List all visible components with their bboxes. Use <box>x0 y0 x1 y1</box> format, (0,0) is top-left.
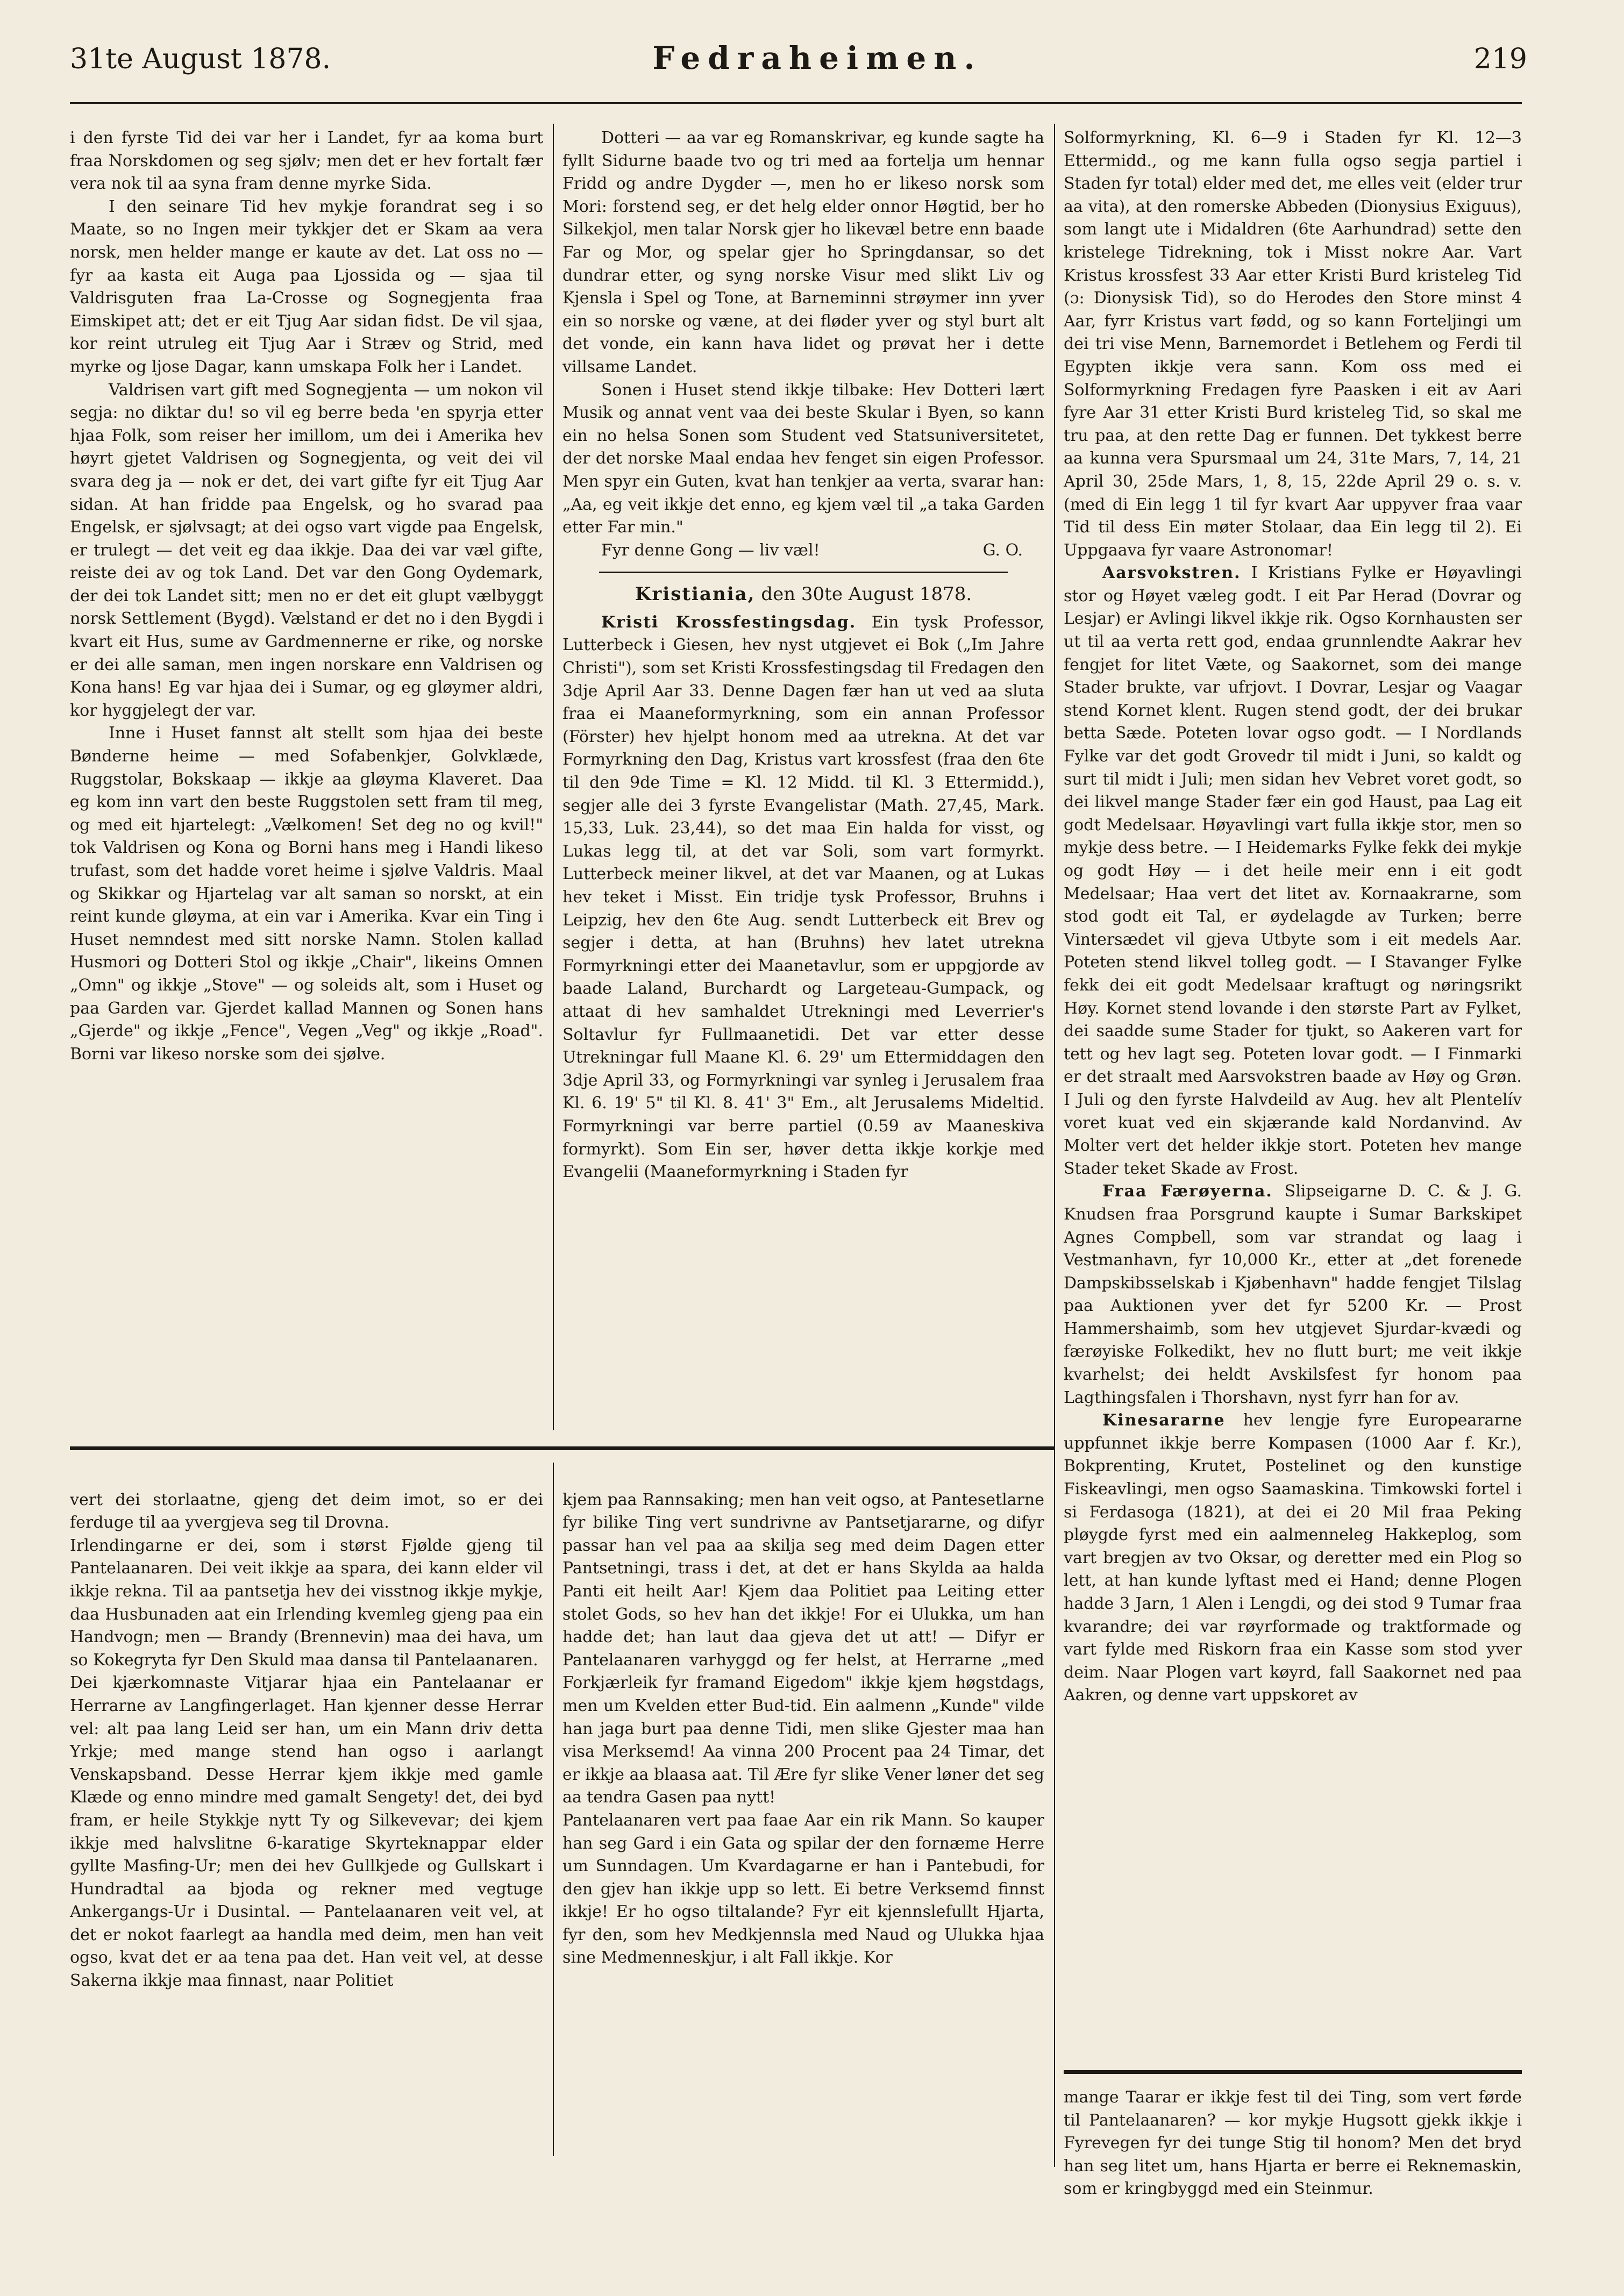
page-number: 219 <box>1473 43 1527 75</box>
header-date: 31te August 1878. <box>70 43 331 75</box>
lower-column-2 <box>562 1466 1044 2159</box>
paragraph: Sonen i Huset stend ikkje tilbake: Hev Dotteri lært Musik og annat vent vaa dei beste Skular i Byen, so kann ein no helsa Sonen som Student ved Statsuniversitetet, der det norske Maal endaa hev fenget sin eigen Professor. Men spyr ein Guten, kvat han tenkjer aa verta, svarar han: „Aa, eg veit ikkje det enno, eg kjem væl til „a taka Garden etter Far min." <box>562 380 1044 537</box>
lower-column-3 <box>1064 2086 1522 2199</box>
masthead-title: Fedraheimen. <box>652 40 982 76</box>
paragraph <box>1064 1409 1522 1707</box>
article-heading: Fraa Færøyerna. <box>1102 1182 1273 1201</box>
paragraph <box>1064 562 1522 1180</box>
paragraph: kjem paa Rannsaking; men han veit ogso, at Pantesetlarne fyr bilike Ting vert sundrivne av Pantsetjararne, og difyr passar han vel paa aa skilja seg med deim Dagen etter Pantsetningi, trass i det, at det er hans Skylda aa halda Panti eit heilt Aar! Kjem daa Politiet paa Leiting etter stolet Gods, so hev han det ikkje! For ei Ulukka, um han hadde det; han laut daa gjeva det ut att! — Difyr er Pantelaanaren varhyggd og fer helst, at Herrarne „med Forkjærleik fyr framand Eigedom" ikkje kjem høgstdags, men um Kvelden etter Bud-tid. Ein aalmenn „Kunde" vilde han jaga burt paa denne Tidi, men slike Gjester maa han visa Merksemd! Aa vinna 200 Procent paa 24 Timar, det er ikkje aa blaasa aat. Til Ære fyr slike Vener løner det seg aa tendra Gasen paa nytt! Pantelaanaren vert paa faae Aar ein rik Mann. So kauper han seg Gard i ein Gata og spilar der den fornæme Herre um Sunndagen. Um Kvardagarne er han i Pantebudi, for den gjev han ikkje upp so lett. Ei betre Verksemd finnst ikkje! Er ho ogso tiltalande? Fyr eit kjennslefullt Hjarta, fyr den, som hev Medkjennsla med Naud og Ulukka hjaa sine Medmenneskjur, i alt Fall ikkje. Kor <box>562 1490 1044 1967</box>
article-heading: Aarsvokstren. <box>1102 564 1241 583</box>
paragraph <box>1064 1180 1522 1409</box>
signature-text: Fyr denne Gong — liv væl! <box>601 540 820 560</box>
header-rule <box>70 102 1522 104</box>
paragraph: mange Taarar er ikkje fest til dei Ting, som vert førde til Pantelaanaren? — kor mykje Hugsott gjekk ikkje i Fyrevegen fyr dei tunge Stig til honom? Men det bryd han seg litet um, hans Hjarta er berre ei Reknemaskin, som er kringbyggd med ein Steinmur. <box>1064 2088 1522 2199</box>
section-separator <box>1064 2070 1522 2074</box>
column-3 <box>1064 127 1522 2154</box>
article-heading: Kinesararne <box>1102 1411 1226 1430</box>
dateline-city: Kristiania, <box>635 583 756 605</box>
article-heading: Kristi Krossfestingsdag. <box>601 612 857 632</box>
dateline-date: den 30te August 1878. <box>761 583 972 605</box>
paragraph: I den seinare Tid hev mykje forandrat seg i so Maate, so no Ingen meir tykkjer det er Skam aa vera norsk, men helder mange er kaute av det. Lat oss no — fyr aa kasta eit Auga paa Ljossida og — sjaa til Valdrisguten fraa La-Crosse og Sognegjenta fraa Eimskipet att; det er eit Tjug Aar sidan fidst. De vil sjaa, kor reint utruleg eit Tjug Aar i Stræv og Strid, med myrke og ljose Dagar, kann umskapa Folk her i Landet. <box>70 197 543 376</box>
signature-line <box>562 539 1044 562</box>
dateline <box>562 583 1044 606</box>
section-rule <box>599 572 1008 573</box>
column-1 <box>70 127 543 1423</box>
section-separator <box>70 1446 1054 1450</box>
article-body: Ein tysk Professor, Lutterbeck i Giesen, hev nyst utgjevet ei Bok („Im Jahre Christi"), som set Kristi Krossfestingsdag til Fredagen den 3dje April Aar 33. Denne Dagen fær han ut ved aa sluta fraa ei Maaneformyrkning, som ein annan Professor (Förster) hev hjelpt honom med aa utrekna. At det var Formyrkning den Dag, Kristus vart krossfest (fraa den 6te til den 9de Time = Kl. 12 Midd. til Kl. 3 Ettermidd.), segjer alle dei 3 fyrste Evangelistar (Math. 27,45, Mark. 15,33, Luk. 23,44), so det maa Ein halda for visst, og Lukas legg til, at det var Soli, som vart formyrkt. Lutterbeck meiner likvel, at det var Maanen, og at Lukas hev teket i Misst. Ein tridje tysk Professor, Bruhns i Leipzig, hev den 6te Aug. sendt Lutterbeck eit Brev og segjer i detta, at han (Bruhns) hev latet utrekna Formyrkningi etter dei Maanetavlur, som er uppgjorde av baade Laland, Burchardt og Largeteau-Gumpack, og attaat di hev samhaldet Utrekningi med Leverrier's Soltavlur fyr Fullmaanetidi. Det var etter desse Utrekningar full Maane Kl. 6. 29' um Ettermiddagen den 3dje April 33, og Formyrkningi var synleg i Jerusalem fraa Kl. 6. 19' 5" til Kl. 8. 41' 3" Em., alt Jerusalems Mideltid. Formyrkningi var berre partiel (0.59 av Maaneskiva formyrkt). Som Ein ser, høver detta ikkje korkje med Evangelii (Maaneformyrkning i Staden fyr <box>562 612 1044 1182</box>
paragraph <box>562 611 1044 1184</box>
article-body: I Kristians Fylke er Høyavlingi stor og Høyet væleg godt. I eit Par Herad (Dovrar og Lesjar) er Avlingi likvel ikkje rik. Ogso Kornhausten ser ut til aa verta rett god, endaa grunnlendte Aakrar hev fengjet for litet Væte, og Saakornet, som dei mange Stader brukte, var ufrjovt. I Dovrar, Lesjar og Vaagar stend Kornet klent. Rugen stend godt, der dei brukar betta Sæde. Poteten lovar ogso godt. — I Nordlands Fylke var det godt Grovedr til midt i Juni, so kaldt og surt til midt i Juli; men sidan hev Vebret voret godt, so dei likvel mange Stader fær ein god Haust, paa Lag eit godt Medelsaar. Høyavlingi vart fulla ikkje stor, men so mykje dess betre. — I Heidemarks Fylke fekk dei mykje og godt Høy — i det heile meir enn i eit godt Medelsaar; Haa vert det litet av. Kornaakrarne, som stod godt eit Tal, er øydelagde av Turken; berre Vintersædet vil gjeva Utbyte som i eit medels Aar. Poteten stend likvel tolleg godt. — I Stavanger Fylke fekk dei eit godt Medelsaar kraftugt og nøringsrikt Høy. Kornet stend lovande i den største Part av Fylket, dei saadde sume Stader for tjukt, so Aakeren vart for tett og hev lagt seg. Poteten lovar godt. — I Finmarki er det straalt med Aarsvokstren baade av Høy og Grøn. I Juli og den fyrste Halvdeild av Aug. hev alt Plentelív voret kuat ved ein skjærande kald Nordanvind. Av Molter vert det helder ikkje stort. Poteten hev mange Stader teket Skade av Frost. <box>1064 564 1522 1178</box>
paragraph: Dotteri — aa var eg Romanskrivar, eg kunde sagte ha fyllt Sidurne baade tvo og tri med aa fortelja um hennar Fridd og andre Dygder —, men ho er likeso norsk som Mori: forstend seg, er det helg elder onnor Høgtid, ber ho Silkekjol, men talar Norsk gjer ho likevæl betre enn baade Far og Mor, og spelar gjer ho Springdansar, so det dundrar etter, og syng norske Visur med slikt Liv og Kjensla i Spel og Tone, at Barneminni strøymer inn yver ein so norske og væne, at dei fløder yver og styl burt alt det vonde, ein kann hava lidet og prøvat her i dette villsame Landet. <box>562 129 1044 376</box>
lower-column-1 <box>70 1466 543 2159</box>
column-divider <box>553 1463 554 2156</box>
article-body: Slipseigarne D. C. & J. G. Knudsen fraa Porsgrund kaupte i Sumar Barkskipet Agnes Compbell, som var strandat og laag i Vestmanhavn, fyr 10,000 Kr., etter at „det forenede Dampskibsselskab i Kjøbenhavn" hadde fengjet Tilslag paa Auktionen yver det fyr 5200 Kr. — Prost Hammershaimb, som hev utgjevet Sjurdar-kvædi og færøyiske Folkedikt, hev no flutt burt; me veit ikkje kvarhelst; dei heldt Avskilsfest fyr honom paa Lagthingsfalen i Thorshavn, nyst fyrr han for av. <box>1064 1182 1522 1407</box>
signature-initials: G. O. <box>982 540 1023 560</box>
paragraph: i den fyrste Tid dei var her i Landet, fyr aa koma burt fraa Norskdomen og seg sjølv; men det er hev fortalt fær vera nok til aa syna fram denne myrke Sida. <box>70 129 543 194</box>
paragraph: Solformyrkning, Kl. 6—9 i Staden fyr Kl. 12—3 Ettermidd., og me kann fulla ogso segja partiel i Staden fyr total) elder med det, me elles veit (elder trur aa vita), at den romerske Abbeden (Dionysius Exiguus), som langt ute i Midaldren (6te Aarhundrad) sette den kristelege Tidrekning, tok i Misst nokre Aar. Vart Kristus krossfest 33 Aar etter Kristi Burd kristeleg Tid (ɔ: Dionysisk Tid), so do Herodes den Store minst 4 Aar, fyrr Kristus vart fødd, og so kann Forteljingi um dei tri vise Menn, Barnemordet i Betlehem og Ferdi til Egypten ikkje vera sann. Kom oss med ei Solformyrkning Fredagen fyre Paasken i eit av Aari fyre Aar 31 etter Kristi Burd kristeleg Tid, so skal me tru paa, at den rette Dag er funnen. Det tykkest berre aa kunna vera Spursmaal um 24, 31te Mars, 7, 14, 21 April 30, 25de Mars, 1, 8, 15, 22de April 29 o. s. v. (med di Ein legg 1 til fyr kvart Aar uppyver fraa vaar Tid til dess Ein møter Stolaar, daa Ein legg til 2). Ei Uppgaava fyr vaare Astronomar! <box>1064 129 1522 560</box>
column-divider <box>553 124 554 1430</box>
paragraph: vert dei storlaatne, gjeng det deim imot, so er dei ferduge til aa yvergjeva seg til Drovna. Irlendingarne er dei, som i størst Fjølde gjeng til Pantelaanaren. Dei veit ikkje aa spara, dei kann elder vil ikkje rekna. Til aa pantsetja hev dei visstnog ikkje mykje, daa Husbunaden aat ein Irlending kvemleg gjeng paa ein Handvogn; men — Brandy (Brennevin) maa dei hava, um so Kokegryta fyr Den Skuld maa dansa til Pantelaanaren. Dei kjærkomnaste Vitjarar hjaa ein Pantelaanar er Herrarne av Langfingerlaget. Han kjenner desse Herrar vel: alt paa lang Leid ser han, um ein Mann driv detta Yrkje; med mange stend han ogso i aarlangt Venskapsband. Desse Herrar kjem ikkje med gamle Klæde og enno mindre med gamalt Sengety! det, dei byd fram, er heile Stykkje nytt Ty og Silkevevar; dei kjem ikkje med halvslitne 6-karatige Skyrteknappar elder gyllte Masfing-Ur; men dei hev Gullkjede og Gullskart i Hundradtal aa bjoda og rekner med vegtuge Ankergangs-Ur i Dusintal. — Pantelaanaren veit vel, at det er nokot faarlegt aa handla med deim, men han veit ogso, kvat det er aa tena paa det. Han veit vel, at desse Sakerna ikkje maa finnast, naar Politiet <box>70 1490 543 1991</box>
paragraph: Valdrisen vart gift med Sognegjenta — um nokon vil segja: no diktar du! so vil eg berre beda 'en spyrja etter hjaa Folk, som reiser her imillom, um dei i Amerika hev høyrt gjetet Valdrisen og Sognegjenta, og veit dei vil svara deg ja — nok er det, dei vart gifte fyr eit Tjug Aar sidan. At han fridde paa Engelsk, og ho svarad paa Engelsk, er sjølvsagt; at dei ogso vart vigde paa Engelsk, er trulegt — det veit eg daa ikkje. Daa dei var væl gifte, reiste dei av og tok Land. Det var den Gong Oydemark, der dei tok Landet sitt; men no er det eit glupt vælbyggt norsk Settlement (Bygd). Vælstand er det no i den Bygdi i kvart eit Hus, sume av Gardmennerne er rike, og norske er dei alle saman, men ingen norskare enn Valdrisen og Kona hans! Eg var hjaa dei i Sumar, og eg gløymer aldri, kor hyggjelegt der var. <box>70 380 543 720</box>
article-body: hev lengje fyre Europeararne uppfunnet ikkje berre Kompasen (1000 Aar f. Kr.), Bokprenting, Krutet, Postelinet og den kunstige Fiskeavlingi, men ogso Saamaskina. Timkowski fortel i si Ferdasoga (1821), at dei ei 20 Mil fraa Peking pløygde fyrst med ein aalmenneleg Hakkeplog, som vart bregjen av tvo Oksar, og deretter med ein Plog so lett, at han kunde lyftast med ei Hand; denne Plogen hadde 3 Jarn, 1 Alen i Lengdi, og dei stod 9 Tumar fraa kvarandre; dei var røyrformade og traktformade og vart fylde med Riskorn fraa ein Kasse som stod yver deim. Naar Plogen vart køyrd, fall Saakornet ned paa Aakren, og denne vart uppskoret av <box>1064 1411 1522 1705</box>
column-divider <box>1054 124 1055 2167</box>
column-2 <box>562 127 1044 1423</box>
paragraph: Inne i Huset fannst alt stellt som hjaa dei beste Bønderne heime — med Sofabenkjer, Golvklæde, Ruggstolar, Bokskaap — ikkje aa gløyma Klaveret. Daa eg kom inn vart den beste Ruggstolen sett fram til meg, og med eit hjartelegt: „Vælkomen! Set deg no og kvil!" tok Valdrisen og Kona og Borni hans meg i Handi likeso trufast, som det hadde voret heime i sjølve Valdris. Maal og Skikkar og Hjartelag var alt saman so norskt, at ein reint kunde gløyma, at ein var i Amerika. Kvar ein Ting i Huset nemndest med sitt norske Namn. Stolen kallad Husmori og Dotteri Stol og ikkje „Chair", likeins Omnen „Omn" og ikkje „Stove" — og soleids alt, som i Huset og paa Garden var. Gjerdet kallad Mannen og Sonen hans „Gjerde" og ikkje „Fence", Vegen „Veg" og ikkje „Road". Borni var likeso norske som dei sjølve. <box>70 724 543 1064</box>
